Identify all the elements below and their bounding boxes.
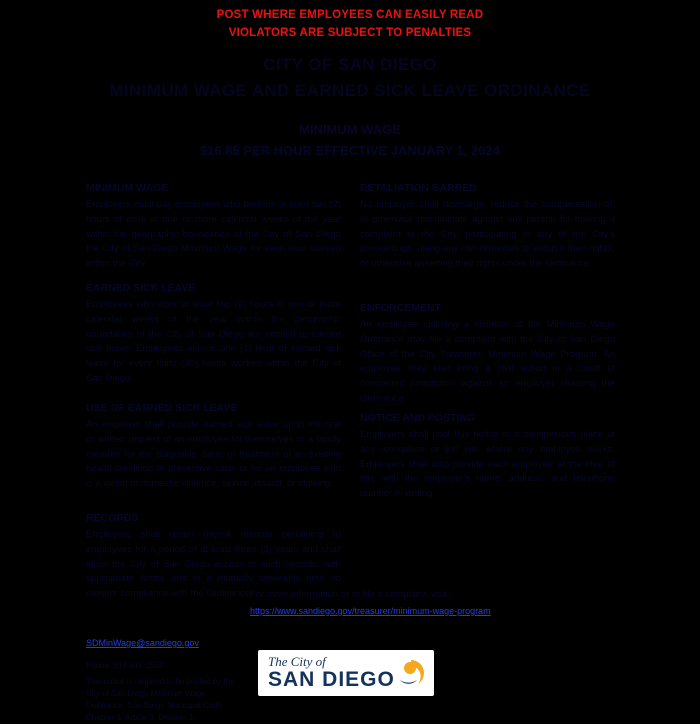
- poster-title: [0, 52, 700, 103]
- logo-top-text: The City of: [268, 654, 326, 669]
- wage-rate-heading: MINIMUM WAGE: [299, 122, 401, 137]
- section-records-heading: RECORDS: [86, 512, 139, 524]
- section-earned-sick-leave-heading: EARNED SICK LEAVE: [86, 282, 196, 294]
- poster-title-line2: MINIMUM WAGE AND EARNED SICK LEAVE ORDINANCE: [109, 80, 591, 100]
- section-earned-sick-leave: [86, 280, 341, 387]
- contact-phone: Phone: 619-615-1565: [86, 661, 164, 670]
- section-notice-and-posting-body: Employers shall post this notice in a conspicuous place at any workplace or job site where any employee works. Employers shall also provide each employee at the time of hire with the employer's name, address, and telephone number in writing.: [360, 429, 615, 500]
- posting-notice-line2: VIOLATORS ARE SUBJECT TO PENALTIES: [228, 27, 472, 40]
- logo-main-text: SAN DIEGO: [268, 668, 395, 691]
- section-records-body: Employers shall retain payroll records pertaining to employees for a period of at least three (3) years and shall allow the City of San Diego access to such records, with appropriate notice and at a mutually agreeable time, to monitor compliance with the Ordinance.: [86, 529, 341, 600]
- poster-title-line1: CITY OF SAN DIEGO: [263, 55, 437, 74]
- section-retaliation-barred: [360, 180, 615, 272]
- contact-intro: For more information or to file a complaint, visit:: [250, 589, 451, 600]
- section-use-of-sick-leave-heading: USE OF EARNED SICK LEAVE: [86, 402, 238, 414]
- minimum-wage-program-url[interactable]: https://www.sandiego.gov/treasurer/minimum-wage-program: [250, 606, 491, 616]
- section-use-of-sick-leave: [86, 400, 341, 492]
- wage-rate-amount: $16.85 PER HOUR EFFECTIVE JANUARY 1, 2024: [200, 142, 500, 158]
- sun-wave-icon: [394, 656, 428, 690]
- section-enforcement: [360, 300, 615, 407]
- section-notice-and-posting: [360, 410, 615, 502]
- posting-notice: [0, 6, 700, 43]
- section-enforcement-heading: ENFORCEMENT: [360, 302, 442, 314]
- section-minimum-wage: [86, 180, 341, 272]
- minimum-wage-email-link[interactable]: SDMinWage@sandiego.gov: [86, 638, 199, 648]
- section-minimum-wage-heading: MINIMUM WAGE: [86, 182, 169, 194]
- posting-notice-line1: POST WHERE EMPLOYEES CAN EASILY READ: [216, 9, 484, 21]
- section-retaliation-barred-body: No employer shall discharge, reduce the compensation of, or otherwise discriminate against any person for making a complaint to the City, participating in any of the City's proceedings, using any civil remedies to enforce their rights, or otherwise asserting their rights under the Ordinance.: [360, 199, 615, 270]
- section-retaliation-barred-heading: RETALIATION BARRED: [360, 182, 477, 194]
- legal-fine-print: This notice is required to be posted by the City of San Diego Minimum Wage Ordinance, San Diego Municipal Code Chapter 3, Article 9, Division 1.: [86, 677, 235, 722]
- section-use-of-sick-leave-body: An employer shall provide earned sick leave upon the oral or written request of an employee for themselves or a family member for the diagnosis, care, or treatment of an existing health condition or preventive care; or for an employee who is a victim of domestic violence, sexual assault, or stalking.: [86, 419, 341, 490]
- section-enforcement-body: An employee claiming a violation of the Minimum Wage Ordinance may file a complaint with the City of San Diego Office of the City Treasurer, Minimum Wage Program. An employee may also bring a civil action in a court of competent jurisdiction against an employer violating the Ordinance.: [360, 319, 615, 404]
- city-of-san-diego-logo: [258, 650, 434, 696]
- section-minimum-wage-body: Employers must pay employees who perform at least two (2) hours of work in one or more calendar weeks of the year within the geographic boundaries of the City of San Diego the City of San Diego Minimum Wage for each hour worked within the City.: [86, 199, 342, 270]
- wage-rate: [0, 120, 700, 162]
- section-earned-sick-leave-body: Employees who work at least two (2) hours in one or more calendar weeks of the year within the geographic boundaries of the City of San Diego are entitled to earned sick leave. Employees accrue one (1) hour of earned sick leave for every thirty (30) hours worked within the City of San Diego.: [86, 299, 341, 384]
- section-notice-and-posting-heading: NOTICE AND POSTING: [360, 412, 476, 424]
